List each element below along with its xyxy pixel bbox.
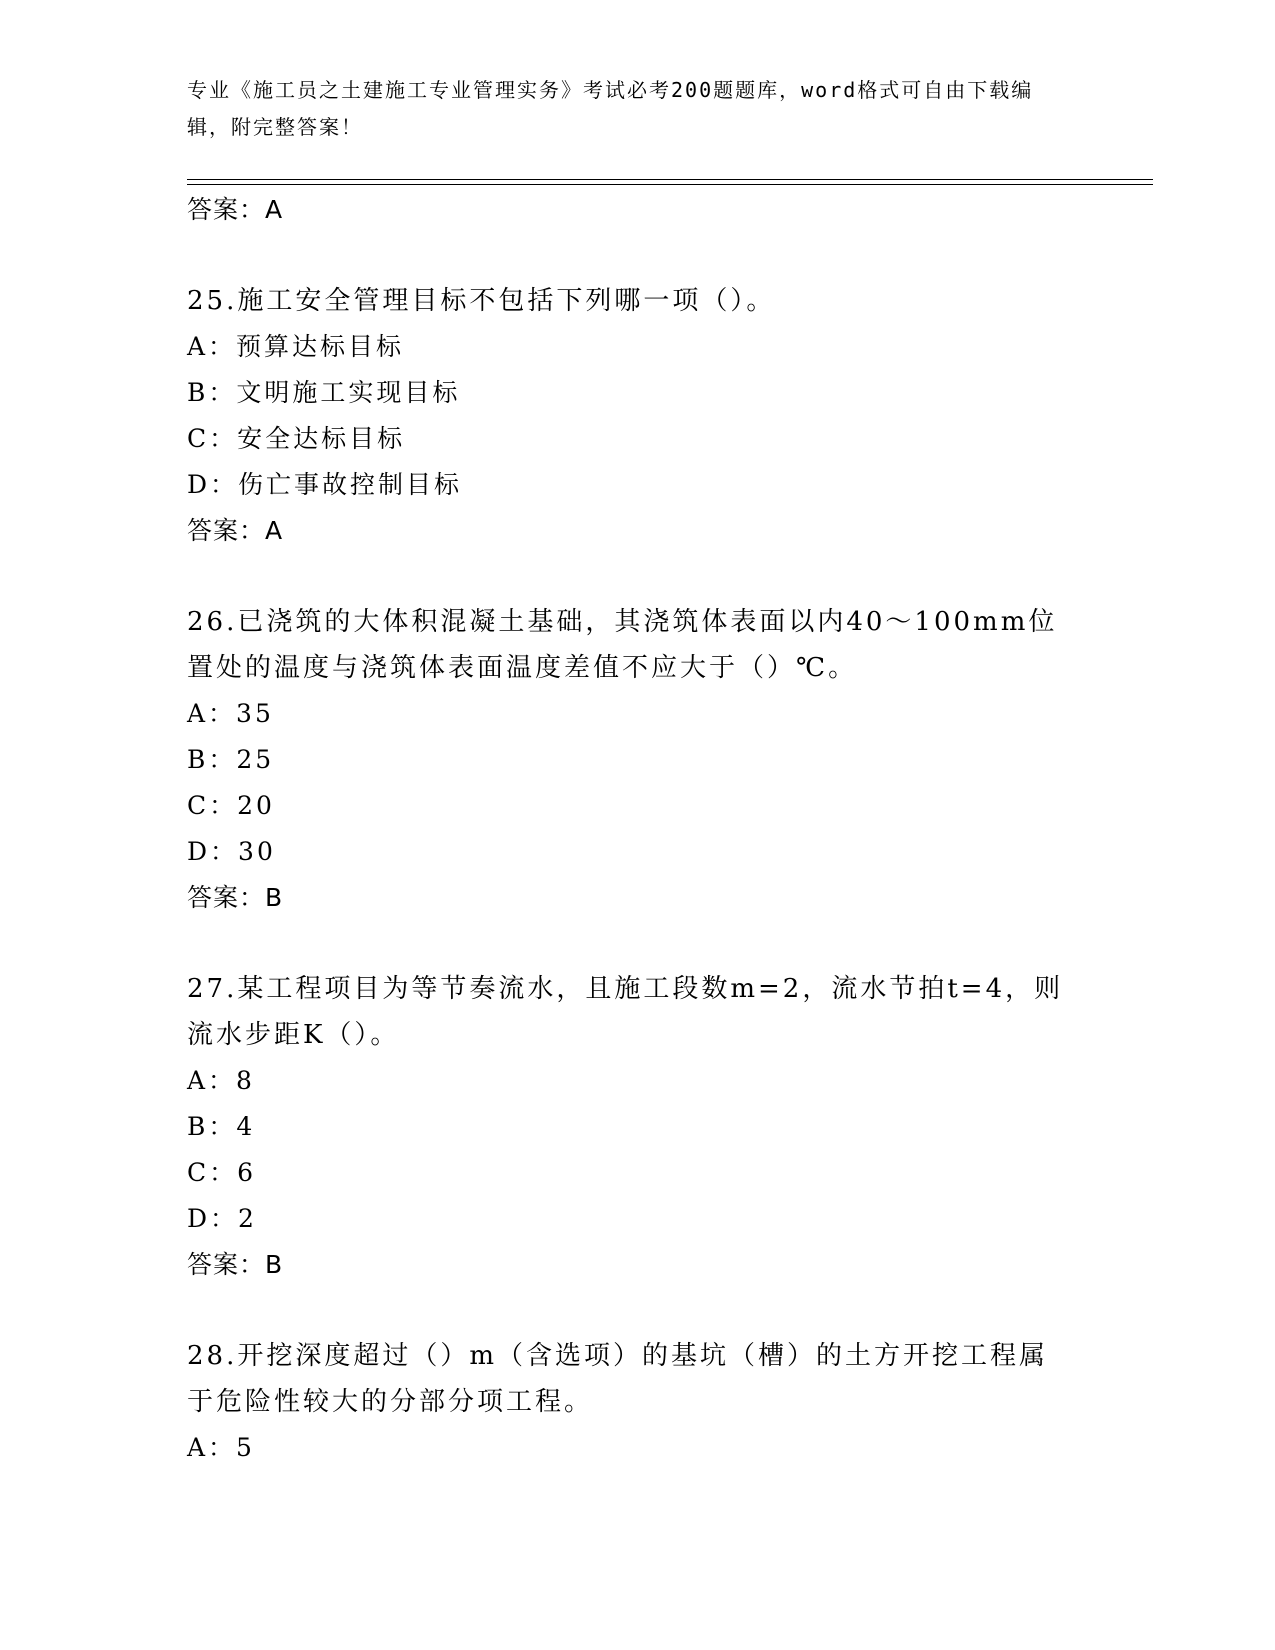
option-b: B：4	[187, 1112, 256, 1141]
answer-line: 答案：A	[187, 516, 284, 545]
option-a: A：预算达标目标	[187, 332, 405, 361]
answer-line: 答案：A	[187, 195, 284, 224]
option-d: D：伤亡事故控制目标	[187, 470, 463, 499]
question-block	[187, 1288, 1087, 1471]
option-d: D：30	[187, 837, 276, 866]
question-block	[187, 554, 1087, 921]
answer-line: 答案：B	[187, 883, 284, 912]
question-text: 26.已浇筑的大体积混凝土基础，其浇筑体表面以内40～100mm位置处的温度与浇筑体表面温度差值不应大于（）℃。	[187, 607, 1058, 683]
question-text: 28.开挖深度超过（）m（含选项）的基坑（槽）的土方开挖工程属于危险性较大的分部分项工程。	[187, 1341, 1049, 1417]
question-text: 25.施工安全管理目标不包括下列哪一项（）。	[187, 286, 776, 316]
option-b: B：文明施工实现目标	[187, 378, 461, 407]
header-divider-top	[187, 179, 1153, 180]
option-a: A：35	[187, 699, 274, 728]
question-text: 27.某工程项目为等节奏流水，且施工段数m=2，流水节拍t=4，则流水步距K（）。	[187, 974, 1064, 1050]
option-d: D：2	[187, 1204, 257, 1233]
option-c: C：6	[187, 1158, 257, 1187]
option-a: A：5	[187, 1433, 255, 1462]
question-block	[187, 233, 1087, 554]
document-body	[187, 187, 1087, 1471]
option-a: A：8	[187, 1066, 255, 1095]
question-block	[187, 921, 1087, 1288]
header-divider-bottom	[187, 184, 1153, 185]
answer-line: 答案：B	[187, 1250, 284, 1279]
option-b: B：25	[187, 745, 275, 774]
option-c: C：20	[187, 791, 275, 820]
document-header: 专业《施工员之土建施工专业管理实务》考试必考200题题库，word格式可自由下载编辑，附完整答案！	[187, 78, 1034, 139]
option-c: C：安全达标目标	[187, 424, 406, 453]
